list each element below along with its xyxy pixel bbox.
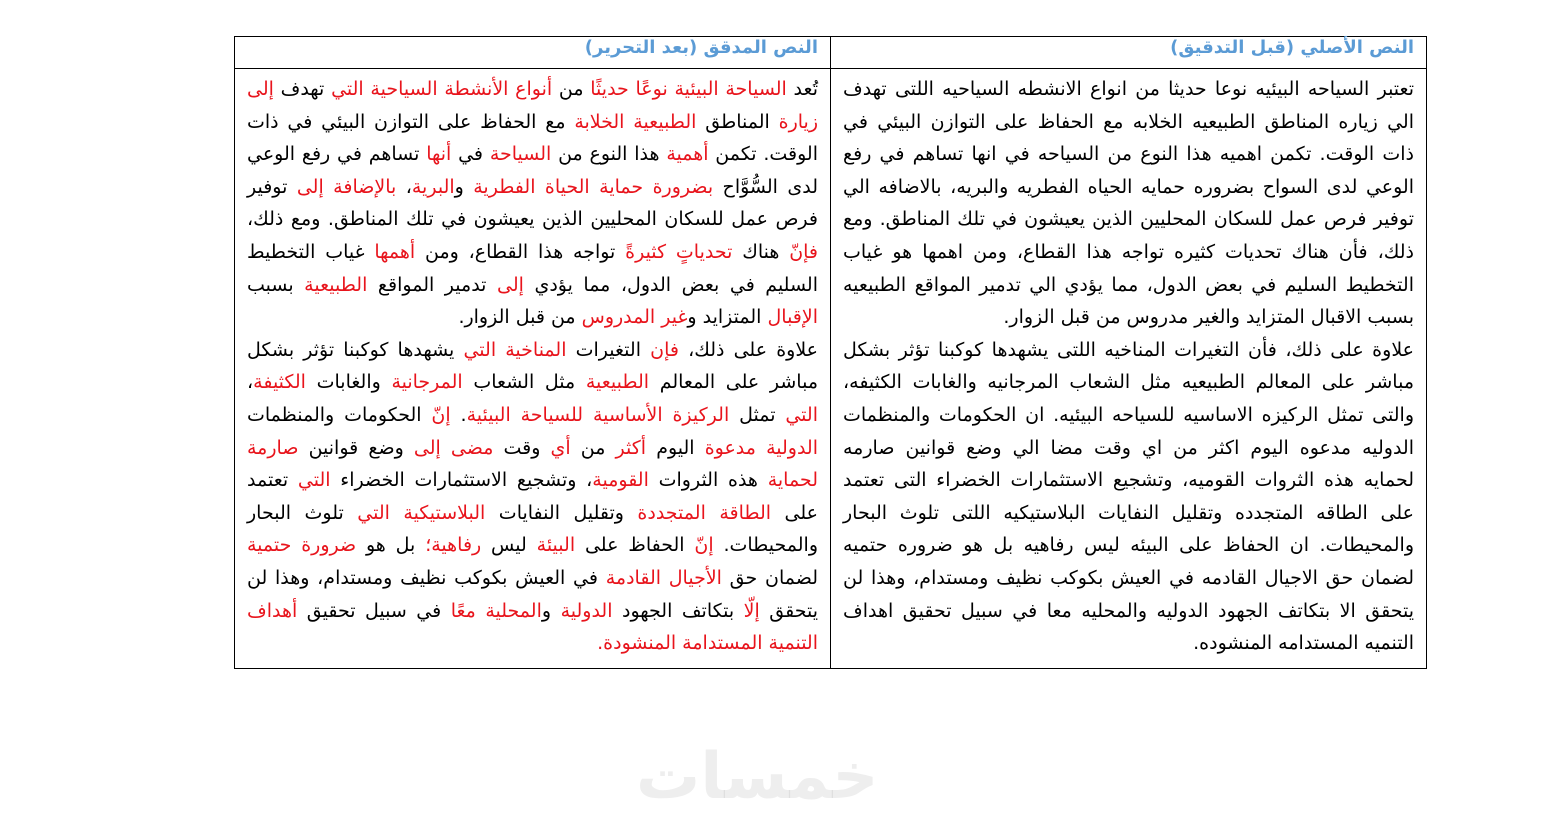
unchanged-text: بتكاتف الجهود [612,599,744,622]
unchanged-text: . [450,403,467,426]
unchanged-text: توفير فرص عمل للسكان المحليين الذين يعيشون في تلك المناطق. ومع ذلك، [247,175,818,231]
unchanged-text: المتزايد و [687,306,768,329]
correction-text: إلى زيارة [247,78,818,133]
unchanged-text: التغيرات [566,338,651,361]
edited-text-cell [235,69,831,669]
unchanged-text: هذا النوع من [551,143,667,166]
original-paragraph-2: علاوة على ذلك، فأن التغيرات المناخيه اللتى يشهدها كوكبنا تؤثر بشكل مباشر على المعالم الطبيعيه مثل الشعاب المرجانيه والغابات الكثيفه، والتى تمثل الركيزه الاساسيه للسياحه البيئيه. ان الحكومات والمنظمات الدوليه مدعوه اليوم اكثر من اي وقت مضا الي وضع قوانين صارمه لحمايه هذه الثروات القوميه، وتشجيع الاستثمارات الخضراء التى تعتمد على الطاقه المتجدده وتقليل النفايات البلاستيكيه اللتى تلوث البحار والمحيطات. ان الحفاظ على البيئه ليس رفاهيه بل هو ضروره حتميه لضمان حق الاجيال القادمه في العيش بكوكب نظيف ومستدام، وهذا لن يتحقق الا بتكاتف الجهود الدوليه والمحليه معا في سبيل تحقيق اهداف التنميه المستدامه المنشوده. [843,338,1414,655]
unchanged-text: ليس [481,534,537,557]
unchanged-text: تلوث البحار والمحيطات. [247,501,818,557]
correction-text: أهداف التنمية المستدامة المنشودة. [247,599,818,655]
edited-paragraph-2 [247,334,818,660]
unchanged-text: وتقليل النفايات [485,501,638,524]
correction-text: غير المدروس [581,306,688,329]
unchanged-text: تواجه هذا القطاع، ومن [415,240,626,263]
correction-text: الطبيعية الخلابة [574,110,697,133]
correction-text: صارمة لحماية [247,436,818,492]
correction-text: الطاقة المتجددة [637,501,772,524]
unchanged-text: تعتمد على [247,469,818,524]
correction-text: ضرورة حتمية [247,534,357,557]
correction-text: البيئة [536,534,576,557]
correction-text: إنّ [694,534,714,557]
correction-text: الطبيعية [304,273,368,296]
unchanged-text: علاوة على ذلك، [678,338,818,361]
unchanged-text: غياب التخطيط السليم في بعض الدول، مما يؤدي [247,240,818,296]
correction-text: الكثيفة [253,371,306,394]
comparison-table [234,36,1427,669]
correction-text: أنواع الأنشطة السياحية التي [331,78,553,100]
unchanged-text: و [541,599,561,622]
correction-text: البرية [411,175,455,198]
correction-text: أهمها [374,240,416,263]
unchanged-text: الحكومات والمنظمات [247,403,432,426]
unchanged-text: والغابات [305,371,392,394]
correction-text: أنها [426,143,452,166]
watermark-logo: خمسات [636,740,879,814]
correction-text: فإن [650,338,679,361]
unchanged-text: مثل الشعاب [462,371,586,394]
unchanged-text: ، [247,371,254,394]
correction-text: أكثر [615,436,647,459]
header-row [235,37,1427,69]
correction-text: المرجانية [391,371,463,394]
correction-text: المناخية التي [463,338,567,361]
correction-text: إنّ [431,403,451,426]
unchanged-text: من [552,78,591,100]
correction-text: السياحة [489,143,552,166]
unchanged-text: هناك [732,240,790,263]
correction-text: السياحة البيئية نوعًا حديثًا [590,78,787,100]
correction-text: التي [297,469,331,492]
unchanged-text: في [451,143,490,166]
header-edited: النص المدقق (بعد التحرير) [235,37,831,69]
correction-text: الركيزة الأساسية للسياحة البيئية [466,403,730,426]
unchanged-text: تساهم في رفع الوعي لدى السُّوَّاح [247,143,818,198]
original-text-cell [831,69,1427,669]
unchanged-text: اليوم [646,436,705,459]
unchanged-text: و [454,175,474,198]
unchanged-text: يشهدها كوكبنا تؤثر بشكل مباشر على المعالم [247,338,818,394]
unchanged-text: تمثل [729,403,786,426]
unchanged-text: مع الحفاظ على التوازن البيئي في ذات الوقت. تكمن [247,110,818,166]
unchanged-text: بسبب [247,273,305,296]
correction-text: الدولية مدعوة [704,436,818,459]
correction-text: الإقبال [767,306,818,329]
unchanged-text: بل هو [356,534,426,557]
correction-text: إلّا [743,599,760,622]
unchanged-text: من [570,436,616,459]
correction-text: تحدياتٍ كثيرةً [625,240,733,263]
unchanged-text: ، [396,175,412,198]
correction-text: الدولية [560,599,613,622]
correction-text: أهمية [666,143,709,166]
correction-text: المحلية معًا [450,599,542,622]
unchanged-text: الحفاظ على [575,534,695,557]
correction-text: القومية [592,469,649,492]
correction-text: بضرورة حماية الحياة الفطرية [473,175,714,198]
original-paragraph-1: تعتبر السياحه البيئيه نوعا حديثا من انواع الانشطه السياحيه اللتى تهدف الي زياره المناطق الطبيعيه الخلابه مع الحفاظ على التوازن البيئي في ذات الوقت. تكمن اهميه هذا النوع من السياحه في انها تساهم في رفع الوعي لدى السواح بضروره حمايه الحياه الفطريه والبريه، بالاضافه الي توفير فرص عمل للسكان المحليين الذين يعيشون في تلك المناطق. ومع ذلك، فأن هناك تحديات كثيره تواجه هذا القطاع، ومن اهمها هو غياب التخطيط السليم في بعض الدول، مما يؤدي الي تدمير المواقع الطبيعيه بسبب الاقبال المتزايد والغير مدروس من قبل الزوار. [843,78,1414,329]
unchanged-text: ، وتشجيع الاستثمارات الخضراء [330,469,593,492]
correction-text: الطبيعية [585,371,650,394]
correction-text: فإنّ [789,240,819,263]
unchanged-text: في سبيل تحقيق [297,599,451,622]
correction-text: رفاهية؛ [425,534,482,557]
correction-text: إلى [497,273,524,296]
unchanged-text: وضع قوانين [298,436,414,459]
content-row [235,69,1427,669]
correction-text: بالإضافة إلى [296,175,397,198]
unchanged-text: هذه الثروات [648,469,768,492]
unchanged-text: لضمان حق [721,566,818,589]
edited-paragraph-1 [247,73,818,334]
correction-text: البلاستيكية التي [357,501,486,524]
unchanged-text: المناطق [696,110,779,133]
header-original: النص الأصلي (قبل التدقيق) [831,37,1427,69]
correction-text: مضى إلى [413,436,494,459]
correction-text: التي [785,403,818,426]
unchanged-text: تُعد [786,78,818,100]
unchanged-text: تهدف [273,78,332,100]
correction-text: الأجيال القادمة [605,566,722,589]
unchanged-text: وقت [493,436,551,459]
unchanged-text: تدمير المواقع [367,273,497,296]
correction-text: أي [550,436,571,459]
unchanged-text: في العيش بكوكب نظيف ومستدام، وهذا لن يتحقق [247,566,819,622]
unchanged-text: من قبل الزوار. [458,306,582,329]
